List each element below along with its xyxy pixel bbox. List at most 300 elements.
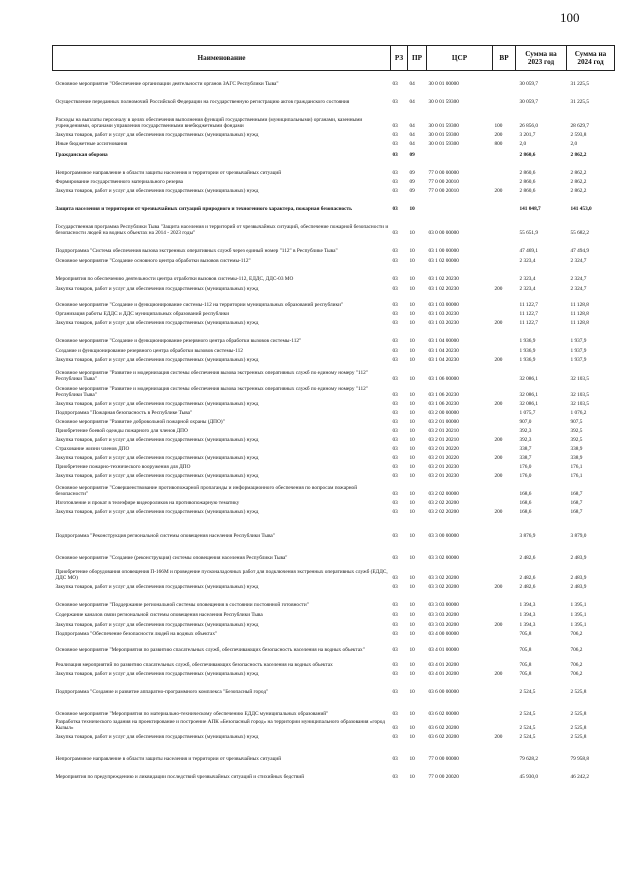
row-csr: 30 0 01 59300 [428,122,459,129]
row-rz: 03 [392,400,398,407]
row-pr: 09 [409,187,415,194]
row-name: Государственная программа Республики Тыва "Защита населения и территорий от чрезвычайных ситуаций, обеспечение пожарной безопасности и безопасности людей на водных объектах на 2014 - 2023 годы" [55,223,389,236]
table-row [53,398,615,407]
row-vr [493,292,516,308]
row-csr: 03 1 06 20230 [428,400,459,407]
row-name: Гражданская оборона [55,151,108,158]
row-csr: 03 3 02 20200 [428,583,459,590]
row-csr: 03 3 03 20200 [428,621,459,628]
row-pr: 10 [409,310,415,317]
row-pr: 10 [409,356,415,363]
table-row [53,344,615,354]
row-sum-2024: 31 225,5 [570,98,590,105]
row-rz: 03 [392,356,398,363]
row-name: Непрограммное направление в области защиты населения и территории от чрезвычайных ситуаций [55,169,282,176]
row-pr: 10 [409,247,415,254]
row-rz: 03 [392,229,398,236]
row-name: Подпрограмма "Пожарная безопасность в Республике Тыва" [55,409,193,416]
row-vr: 200 [494,454,503,461]
row-sum-2024: 176,1 [570,472,583,479]
header-pr: ПР [408,46,427,71]
row-name: Закупка товаров, работ и услуг для обеспечения государственных (муниципальных) нужд [55,356,259,363]
row-csr: 30 0 01 00000 [428,80,459,87]
row-rz: 03 [392,257,398,264]
row-vr: 200 [494,733,503,740]
row-sum-2024: 2 862,2 [570,187,587,194]
row-sum-2023: 2 524,5 [519,710,536,717]
row-rz: 03 [392,98,398,105]
row-name: Основное мероприятие "Поддержание региональной системы оповещения в состоянии постоянной готовности" [55,601,309,608]
row-sum-2024: 28 629,7 [570,122,590,129]
row-sum-2023: 1 936,9 [519,337,536,344]
row-pr: 10 [409,499,415,506]
table-row [53,581,615,590]
table-row [53,470,615,479]
row-pr: 10 [409,710,415,717]
row-csr: 77 0 00 20020 [428,773,459,780]
row-vr: 200 [494,356,503,363]
row-vr [493,677,516,695]
table-row [53,731,615,740]
row-rz: 03 [392,646,398,653]
row-pr: 10 [409,337,415,344]
row-csr: 03 1 02 20230 [428,285,459,292]
row-csr: 30 0 01 59300 [428,98,459,105]
row-name: Основное мероприятие "Развитие и модернизация системы обеспечения вызова экстренных оперативных служб по единому номеру "112" Республики Тыва" [55,385,368,398]
row-name: Содержание каналов связи региональной системы оповещения населения Республики Тыва [55,611,263,618]
row-vr [493,194,516,212]
row-sum-2024: 1 937,9 [570,337,587,344]
table-row [53,590,615,608]
row-rz: 03 [392,472,398,479]
row-vr [493,695,516,717]
row-sum-2023: 1 394,3 [519,611,536,618]
table-row [53,506,615,515]
row-name: Закупка товаров, работ и услуг для обеспечения государственных (муниципальных) нужд [55,733,259,740]
row-sum-2024: 706,2 [570,670,583,677]
row-sum-2023: 2 323,4 [519,275,536,282]
row-pr: 10 [409,554,415,561]
row-sum-2023: 2 860,6 [519,169,536,176]
row-rz: 03 [392,508,398,515]
row-name: Приобретение пожарно-технического вооружения для ДПО [55,463,191,470]
table-row [53,407,615,416]
row-name: Реализация мероприятий по развитию спасательных служб, обеспечивающих безопасность населения на водных объектах [55,661,333,668]
row-pr: 09 [409,178,415,185]
row-vr [493,71,516,87]
row-rz: 03 [392,583,398,590]
row-vr [493,407,516,416]
row-sum-2023: 32 086,1 [519,391,539,398]
row-pr: 10 [409,319,415,326]
row-rz: 03 [392,710,398,717]
row-csr: 03 2 01 20210 [428,427,459,434]
row-rz: 03 [392,755,398,762]
table-row [53,628,615,637]
row-rz: 03 [392,445,398,452]
row-pr: 09 [409,151,415,158]
row-vr [493,561,516,581]
row-pr: 04 [409,80,415,87]
row-rz: 03 [392,80,398,87]
row-name: Приобретение оборудования оповещения П-166М и проведение пусконаладочных работ для подключения экстренных оперативных служб (ЕДДС, ДДС МО) [55,568,388,581]
row-csr: 03 1 03 20230 [428,319,459,326]
table-row [53,363,615,382]
row-rz: 03 [392,347,398,354]
row-pr: 10 [409,670,415,677]
row-sum-2024: 32 103,5 [570,391,590,398]
row-csr: 03 6 02 20200 [428,733,459,740]
header-vr: ВР [493,46,516,71]
row-sum-2023: 705,8 [519,661,532,668]
row-csr: 77 0 00 00000 [428,755,459,762]
row-vr [493,653,516,668]
row-pr: 10 [409,463,415,470]
row-csr: 03 3 02 20200 [428,574,459,581]
row-rz: 03 [392,733,398,740]
row-vr [493,628,516,637]
row-sum-2023: 2 323,4 [519,257,536,264]
table-row [53,194,615,212]
row-csr: 03 1 06 20230 [428,391,459,398]
row-sum-2024: 1 937,9 [570,347,587,354]
row-sum-2023: 907,0 [519,418,532,425]
row-vr [493,254,516,264]
row-name: Закупка товаров, работ и услуг для обеспечения государственных (муниципальных) нужд [55,508,259,515]
table-row [53,740,615,762]
row-vr [493,158,516,176]
row-sum-2023: 338,7 [519,454,532,461]
row-sum-2023: 2 323,4 [519,285,536,292]
row-vr [493,344,516,354]
row-name: Осуществление переданных полномочий Российской Федерации на государственную регистрацию актов гражданского состояния [55,98,350,105]
row-sum-2024: 2 483,9 [570,574,587,581]
row-sum-2024: 338,9 [570,454,583,461]
row-rz: 03 [392,247,398,254]
row-csr: 03 1 02 20230 [428,275,459,282]
row-vr: 200 [494,436,503,443]
row-csr: 30 0 01 59300 [428,140,459,147]
row-sum-2023: 141 048,7 [519,205,541,212]
row-rz: 03 [392,724,398,731]
row-name: Страхование жизни членов ДПО [55,445,130,452]
row-pr: 10 [409,755,415,762]
row-csr [427,194,493,212]
row-name: Подпрограмма "Система обеспечения вызова экстренных оперативных служб через единый номер "112" в Республике Тыва" [55,247,338,254]
row-vr: 100 [494,122,503,129]
row-pr: 10 [409,375,415,382]
row-sum-2024: 2 593,8 [570,131,587,138]
row-sum-2024: 168,7 [570,508,583,515]
row-pr: 10 [409,490,415,497]
table-row [53,497,615,506]
row-pr: 04 [409,140,415,147]
row-csr: 03 2 01 20220 [428,445,459,452]
row-sum-2023: 1 394,3 [519,621,536,628]
row-vr [493,515,516,539]
row-csr: 03 4 00 00000 [428,630,459,637]
row-rz: 03 [392,436,398,443]
row-csr: 03 4 01 00000 [428,646,459,653]
table-row [53,695,615,717]
row-name: Закупка товаров, работ и услуг для обеспечения государственных (муниципальных) нужд [55,454,259,461]
row-rz: 03 [392,574,398,581]
row-rz: 03 [392,337,398,344]
row-csr: 03 2 01 20230 [428,472,459,479]
row-pr: 10 [409,409,415,416]
row-csr: 03 2 02 20200 [428,499,459,506]
table-row [53,762,615,780]
row-sum-2023: 79 628,2 [519,755,539,762]
row-name: Изготовление и прокат в телеэфире видеороликов на противопожарную тематику [55,499,240,506]
row-rz: 03 [392,621,398,628]
row-pr: 10 [409,285,415,292]
row-sum-2024: 11 128,8 [570,310,589,317]
row-pr: 10 [409,724,415,731]
row-vr [493,308,516,317]
row-pr: 10 [409,508,415,515]
row-pr: 04 [409,98,415,105]
row-pr: 10 [409,391,415,398]
row-rz: 03 [392,773,398,780]
header-sum-2024: Сумма на 2024 год [567,46,615,71]
row-sum-2023: 168,6 [519,499,532,506]
row-csr: 30 0 01 59300 [428,131,459,138]
row-name: Формирование государственного материального резерва [55,178,184,185]
row-rz: 03 [392,122,398,129]
row-sum-2023: 2 482,6 [519,583,536,590]
row-name: Основное мероприятие "Совершенствование противопожарной пропаганды и информационного обеспечения по вопросам пожарной безопасности" [55,484,358,497]
row-sum-2024: 1 395,1 [570,601,587,608]
row-pr: 10 [409,257,415,264]
row-sum-2024: 2 483,9 [570,583,587,590]
row-csr: 77 0 00 20010 [428,178,459,185]
row-rz: 03 [392,205,398,212]
row-vr [493,425,516,434]
table-row [53,292,615,308]
row-pr: 10 [409,630,415,637]
row-sum-2024: 55 682,2 [570,229,590,236]
table-row [53,282,615,292]
row-name: Расходы на выплаты персоналу в целях обеспечения выполнения функций государственными (муниципальными) органами, казенными учреждениями, органами управления государственными внебюджетными фондами [55,116,363,129]
row-name: Основное мероприятие "Создание (реконструкция) системы оповещения населения Республики Тыва" [55,554,288,561]
header-name: Наименование [53,46,391,71]
row-sum-2023: 47 469,1 [519,247,539,254]
row-vr [493,461,516,470]
row-sum-2023: 45 930,0 [519,773,539,780]
row-vr: 800 [494,140,503,147]
row-name: Приобретение боевой одежды пожарного для членов ДПО [55,427,188,434]
row-sum-2023: 55 651,9 [519,229,539,236]
row-rz: 03 [392,187,398,194]
row-pr: 10 [409,229,415,236]
row-rz: 03 [392,178,398,185]
row-name: Мероприятия по предупреждению и ликвидации последствий чрезвычайных ситуаций и стихийных бедствий [55,773,305,780]
row-pr: 10 [409,583,415,590]
row-rz: 03 [392,611,398,618]
row-sum-2023: 705,8 [519,646,532,653]
row-name: Закупка товаров, работ и услуг для обеспечения государственных (муниципальных) нужд [55,285,259,292]
row-rz: 03 [392,490,398,497]
row-pr: 10 [409,611,415,618]
row-pr: 10 [409,347,415,354]
row-sum-2023: 26 856,0 [519,122,539,129]
row-vr [493,590,516,608]
row-vr [493,326,516,344]
row-sum-2023: 1 936,9 [519,356,536,363]
row-sum-2024: 1 076,2 [570,409,587,416]
row-vr [493,264,516,282]
table-row [53,354,615,363]
row-sum-2023: 2 482,6 [519,574,536,581]
row-sum-2024: 2 862,2 [570,151,587,158]
row-pr: 10 [409,472,415,479]
row-rz: 03 [392,285,398,292]
row-sum-2023: 1 936,9 [519,347,536,354]
row-rz: 03 [392,301,398,308]
table-row [53,185,615,194]
row-sum-2023: 11 122,7 [519,310,538,317]
row-name: Основное мероприятие "Создание основного центра обработки вызовов системы-112" [55,257,251,264]
table-row [53,717,615,731]
table-row [53,236,615,254]
row-sum-2023: 30 059,7 [519,80,539,87]
row-sum-2024: 11 128,8 [570,319,589,326]
row-name: Мероприятия по обеспечению деятельности центра отработки вызовов системы-112, ЕДДС, ДДС-03 МО [55,275,294,282]
row-vr [493,416,516,425]
row-sum-2024: 46 242,2 [570,773,590,780]
row-csr: 03 6 00 00000 [428,688,459,695]
row-sum-2023: 11 122,7 [519,301,538,308]
table-row [53,618,615,628]
table-row [53,443,615,452]
row-vr [493,176,516,185]
row-name: Основное мероприятие "Мероприятия по развитию спасательных служб, обеспечивающих безопасность населения на водных объектах" [55,646,365,653]
row-vr [493,443,516,452]
table-row [53,677,615,695]
row-vr [493,212,516,236]
row-rz: 03 [392,409,398,416]
row-pr: 10 [409,621,415,628]
row-csr: 77 0 00 00000 [428,169,459,176]
row-vr [493,637,516,653]
row-csr: 03 2 02 20200 [428,508,459,515]
row-rz: 03 [392,463,398,470]
row-vr [493,382,516,398]
row-pr: 10 [409,205,415,212]
table-row [53,416,615,425]
row-csr: 03 3 03 20200 [428,611,459,618]
row-sum-2023: 338,7 [519,445,532,452]
table-row [53,461,615,470]
row-name: Подпрограмма "Обеспечение безопасности людей на водных объектах" [55,630,218,637]
row-name: Организация работы ЕДДС и ДДС муниципальных образований республики [55,310,230,317]
row-name: Основное мероприятие "Развитие добровольной пожарной охраны (ДПО)" [55,418,225,425]
table-row [53,264,615,282]
row-sum-2023: 392,3 [519,436,532,443]
table-row [53,668,615,677]
row-rz: 03 [392,670,398,677]
row-name: Основное мероприятие "Обеспечение организации деятельности органов ЗАГС Республики Тыва" [55,80,279,87]
row-sum-2024: 2,0 [570,140,578,147]
row-name: Разработка технического задания на проектирование и построение АПК «Безопасный город» на территории муниципального образования «город Кызыл» [55,718,385,731]
row-sum-2023: 3 876,9 [519,532,536,539]
row-pr: 10 [409,601,415,608]
page-number: 100 [560,10,580,25]
row-sum-2023: 2 860,6 [519,187,536,194]
row-vr: 200 [494,670,503,677]
row-csr: 03 1 06 00000 [428,375,459,382]
row-name: Закупка товаров, работ и услуг для обеспечения государственных (муниципальных) нужд [55,436,259,443]
row-name: Подпрограмма "Создание и развитие аппаратно-программного комплекса "Безопасный город" [55,688,269,695]
row-pr: 04 [409,131,415,138]
row-csr: 03 1 00 00000 [428,247,459,254]
row-name: Основное мероприятие "Создание и функционирование резервного центра обработки вызовов системы-112" [55,337,302,344]
row-sum-2024: 907,5 [570,418,583,425]
row-vr [493,236,516,254]
row-sum-2024: 1 395,1 [570,611,587,618]
row-pr: 10 [409,773,415,780]
table-header-row [53,46,615,71]
row-pr: 10 [409,445,415,452]
row-sum-2024: 79 958,8 [570,755,590,762]
row-rz: 03 [392,688,398,695]
row-csr: 03 4 01 20200 [428,670,459,677]
table-row [53,147,615,158]
row-sum-2024: 3 879,0 [570,532,587,539]
row-rz: 03 [392,630,398,637]
row-csr: 03 4 01 20200 [428,661,459,668]
table-row [53,561,615,581]
row-csr: 77 0 00 20010 [428,187,459,194]
row-sum-2024: 141 453,0 [570,205,592,212]
row-name: Закупка товаров, работ и услуг для обеспечения государственных (муниципальных) нужд [55,187,259,194]
row-name: Иные бюджетные ассигнования [55,140,128,147]
row-rz: 03 [392,499,398,506]
row-pr: 10 [409,427,415,434]
row-csr: 03 1 02 00000 [428,257,459,264]
row-sum-2023: 168,6 [519,490,532,497]
row-pr: 10 [409,733,415,740]
row-csr: 03 1 03 20230 [428,310,459,317]
row-pr: 10 [409,400,415,407]
row-sum-2024: 706,2 [570,630,583,637]
row-rz: 03 [392,131,398,138]
row-sum-2024: 1 395,1 [570,621,587,628]
row-name: Защита населения и территории от чрезвычайных ситуаций природного и техногенного характера, пожарная безопасность [55,205,352,212]
row-csr: 03 6 02 00000 [428,710,459,717]
row-csr: 03 2 01 00000 [428,418,459,425]
row-sum-2024: 1 937,9 [570,356,587,363]
row-sum-2023: 392,3 [519,427,532,434]
row-sum-2024: 168,7 [570,499,583,506]
table-row [53,608,615,618]
row-rz: 03 [392,601,398,608]
row-sum-2023: 2 524,5 [519,688,536,695]
table-row [53,434,615,443]
row-vr: 200 [494,319,503,326]
row-csr: 03 2 01 20210 [428,436,459,443]
row-name: Закупка товаров, работ и услуг для обеспечения государственных (муниципальных) нужд [55,319,259,326]
row-sum-2024: 2 862,2 [570,169,587,176]
row-vr: 200 [494,472,503,479]
table-row [53,425,615,434]
row-csr: 03 2 01 20220 [428,454,459,461]
row-sum-2024: 338,9 [570,445,583,452]
table-row [53,212,615,236]
row-name: Закупка товаров, работ и услуг для обеспечения государственных (муниципальных) нужд [55,131,259,138]
row-rz: 03 [392,169,398,176]
